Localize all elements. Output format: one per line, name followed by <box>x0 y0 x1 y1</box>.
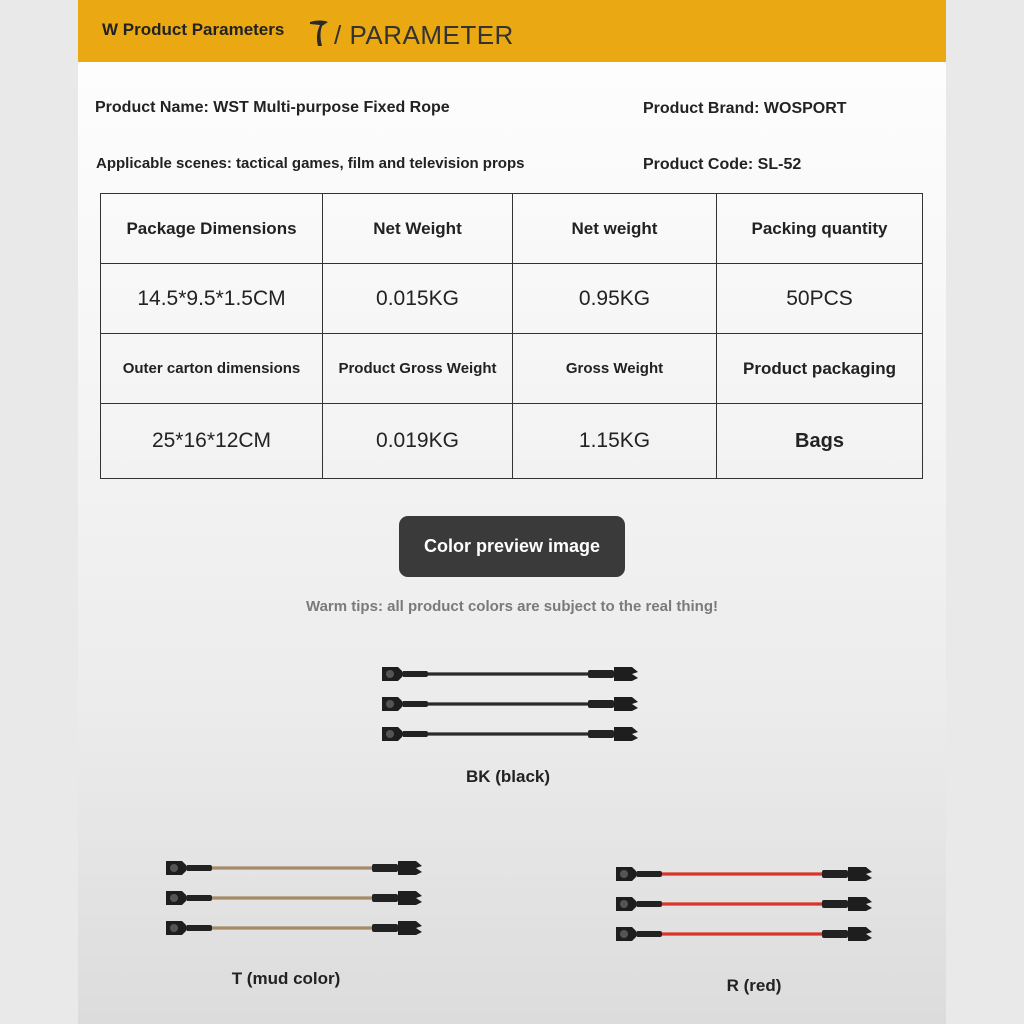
table-row <box>101 264 923 334</box>
rope-set <box>382 667 638 741</box>
table-header-cell: Net weight <box>513 194 717 264</box>
table-value-cell: Bags <box>717 404 923 479</box>
rope-strap <box>166 891 422 905</box>
color-label-red: R (red) <box>726 976 782 995</box>
header-title: W Product Parameters <box>102 20 285 39</box>
table-header-cell: Packing quantity <box>717 194 923 264</box>
color-preview-button[interactable]: Color preview image <box>399 516 625 577</box>
table-value-cell: 50PCS <box>717 264 923 334</box>
applicable-scenes: Applicable scenes: tactical games, film and television props <box>96 155 525 172</box>
product-parameters-page <box>78 0 946 1024</box>
rope-mud-icon <box>160 854 430 944</box>
table-row <box>101 194 923 264</box>
rope-strap <box>616 867 872 881</box>
rope-strap <box>166 861 422 875</box>
table-row <box>101 334 923 404</box>
header-bar <box>78 0 946 62</box>
parameters-table <box>100 193 923 479</box>
color-label-black: BK (black) <box>465 767 551 786</box>
table-header-cell: Package Dimensions <box>101 194 323 264</box>
table-value-cell: 0.019KG <box>323 404 513 479</box>
color-label-mud: T (mud color) <box>231 969 341 988</box>
rope-strap <box>616 927 872 941</box>
rope-strap <box>382 727 638 741</box>
table-header-cell: Net Weight <box>323 194 513 264</box>
rope-red-icon <box>610 860 880 950</box>
rope-set <box>616 867 872 941</box>
table-header-cell: Gross Weight <box>513 334 717 404</box>
rope-strap <box>166 921 422 935</box>
header-mark-icon <box>308 18 330 48</box>
warm-tips: Warm tips: all product colors are subject to the real thing! <box>305 598 718 615</box>
rope-strap <box>382 667 638 681</box>
rope-strap <box>616 897 872 911</box>
table-value-cell: 0.95KG <box>513 264 717 334</box>
rope-set <box>166 861 422 935</box>
rope-strap <box>382 697 638 711</box>
table-value-cell: 1.15KG <box>513 404 717 479</box>
table-header-cell: Outer carton dimensions <box>101 334 323 404</box>
header-subtitle: / PARAMETER <box>334 20 514 50</box>
table-value-cell: 25*16*12CM <box>101 404 323 479</box>
table-value-cell: 0.015KG <box>323 264 513 334</box>
table-row <box>101 404 923 479</box>
product-name: Product Name: WST Multi-purpose Fixed Rope <box>95 99 450 116</box>
table-header-cell: Product packaging <box>717 334 923 404</box>
product-brand: Product Brand: WOSPORT <box>643 100 847 117</box>
table-value-cell: 14.5*9.5*1.5CM <box>101 264 323 334</box>
rope-black-icon <box>376 660 646 750</box>
table-header-cell: Product Gross Weight <box>323 334 513 404</box>
product-code: Product Code: SL-52 <box>643 156 802 173</box>
